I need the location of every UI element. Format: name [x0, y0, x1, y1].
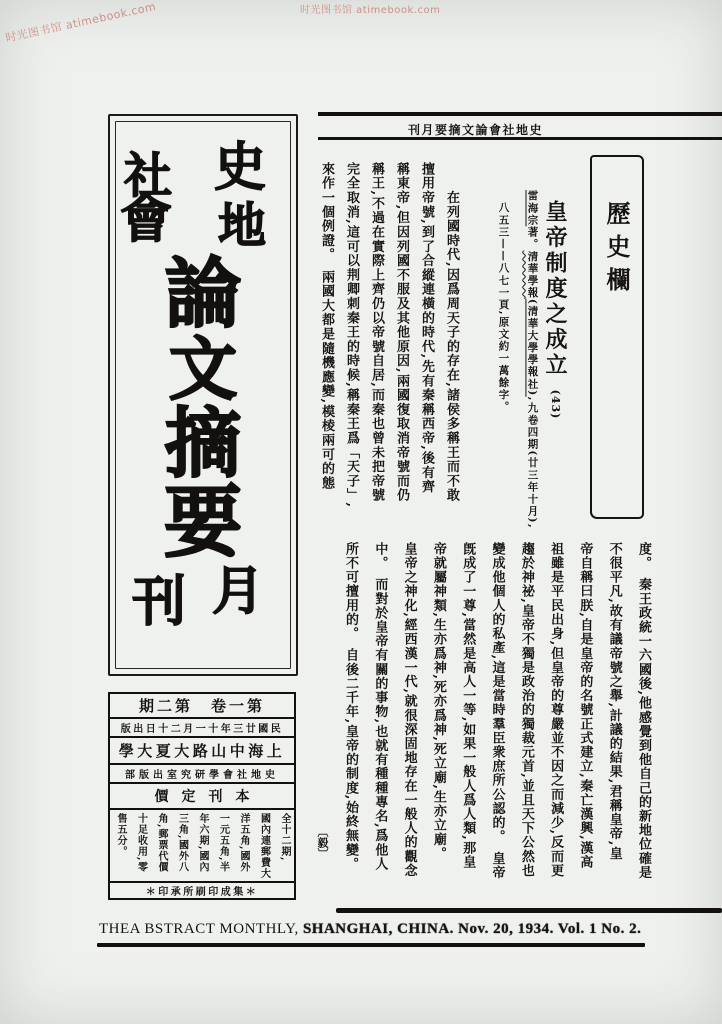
footer-english-line [99, 921, 719, 938]
text-column: 帝就屬神類,生亦爲神,死亦爲神,死立廟,生亦立廟。 [430, 542, 446, 861]
masthead-char-kan: 刊 [132, 569, 186, 633]
masthead-title-block [108, 114, 298, 676]
text-column: 稱東帝,但因列國不服及其他原因,兩國復取消帝號而仍 [394, 162, 409, 503]
text-column: 皇帝之神化,經西漢一代,就很深固地存在一般人的觀念 [401, 542, 417, 878]
text-column: 變成他個人的私產,這是當時羣臣衆庶所公認的。 皇帝 [489, 542, 505, 880]
text-column: 祖雖是平民出身,但皇帝的尊嚴並不因之而減少,反而更 [548, 542, 564, 878]
footer-rule-heavy [336, 908, 722, 913]
citation-author-suffix: 著。 [526, 226, 539, 251]
masthead-char-zhai: 摘 [165, 399, 241, 488]
footer-rule-under [97, 943, 645, 947]
watermark-top: 时光图书馆 atimebook.com [300, 5, 441, 16]
text-column: 來作一個例證。 兩國大都是隨機應變,模棱兩可的態 [319, 162, 334, 491]
section-label: 歷史欄 [602, 201, 631, 300]
text-column: 帝自稱曰朕,自是皇帝的名號正式建立,秦亡漢興,漢高 [577, 542, 593, 870]
masthead-char-hui: 會 [120, 189, 173, 250]
abstract-body-lower [344, 542, 650, 894]
masthead-char-yao: 要 [163, 477, 243, 568]
article-title-text: 皇帝制度之成立 [542, 200, 568, 379]
masthead-char-lun: 論 [165, 249, 241, 338]
text-column: 擅用帝號,到了合縱連橫的時代,先有秦稱西帝,後有齊 [419, 162, 434, 495]
header-rule-top [318, 112, 722, 116]
text-column: 十足收用,零 [135, 813, 147, 873]
text-column: 不很平凡,故有議帝號之舉,計議的結果,君稱皇帝,皇 [606, 542, 622, 861]
masthead-char-wen: 文 [168, 330, 238, 410]
article-index-number: (43) [549, 389, 562, 420]
abstractor-signature: 〔毅〕 [316, 826, 329, 859]
price-columns [114, 813, 289, 883]
imprint-volume-issue: 期二第 卷一第 [110, 694, 294, 719]
imprint-box [108, 692, 296, 900]
masthead-char-shi: 史 [214, 137, 267, 198]
text-column: 角,郵票代價 [156, 813, 167, 873]
text-column: 三角,國外八 [176, 813, 188, 873]
section-box [590, 155, 644, 519]
running-header: 刊月要摘文論會社地史 [408, 123, 544, 137]
text-column: 年六期,國內 [197, 813, 208, 873]
article-title [544, 200, 566, 420]
text-column: 一元五角,半 [217, 813, 229, 873]
text-column: 洋五角,國外 [238, 813, 249, 873]
text-column: 在列國時代,因爲周天子的存在,諸侯多稱王而不敢 [444, 162, 459, 503]
text-column: 稱王,不過在實際上齊仍以帝號自居,而秦也曾未把帝號 [369, 162, 384, 503]
citation-author: 雷海宗 [526, 190, 539, 227]
imprint-department: 部版出室究研學會社地史 [110, 765, 294, 784]
citation-journal: 清華學報 [526, 250, 539, 299]
imprint-price-detail [110, 810, 294, 883]
masthead-char-she: 社 [124, 148, 173, 204]
citation-issue: ,九卷四期(廿三年十月), [526, 396, 539, 530]
imprint-pub-date: 版出日十二月一十年三廿國民 [110, 719, 294, 738]
masthead-char-di: 地 [218, 198, 267, 254]
imprint-printer: ＊印承所刷印成集＊ [145, 887, 259, 898]
footer-english-right: SHANGHAI, CHINA. Nov. 20, 1934. Vol. 1 No. 2. [302, 921, 642, 937]
text-column: 全十二期, [279, 813, 290, 862]
header-rule-bottom [318, 137, 722, 140]
text-column: 完全取消,這可以荆卿刺秦王的時候,稱秦王爲「天子」, [344, 162, 359, 509]
imprint-university: 學大夏大路山中海上 [110, 738, 294, 765]
text-column: 國內連郵費大 [258, 813, 270, 880]
text-column: 所不可擅用的。 自後二千年,皇帝的制度,始終無變。 [343, 542, 358, 872]
citation-publisher: (清華大學學報社) [526, 298, 539, 397]
text-column: 趨於神祕,皇帝不獨是政治的獨裁元首,並且天下公然也 [518, 542, 534, 878]
citation-line-1 [527, 190, 538, 530]
imprint-price-header: 價定刊本 [110, 784, 294, 810]
citation-line-2: 八五三——八七一頁,原文約一萬餘字。 [497, 202, 510, 413]
watermark-tilted: 时光图书馆 atimebook.com [4, 0, 158, 45]
text-column: 售五分。 [115, 813, 126, 858]
masthead-char-yue: 月 [212, 561, 265, 622]
text-column: 中。 而對於皇帝有關的事物,也就有種種專名,爲他人 [372, 542, 388, 872]
footer-english-left: THEA BSTRACT MONTHLY, [99, 921, 303, 937]
text-column: 旣成了一尊,當然是高人一等,如果一般人爲人類,那皇 [460, 542, 476, 870]
text-column: 度。 秦王政統一六國後,他感覺到他自己的新地位確是 [636, 542, 651, 880]
abstract-body-upper [320, 162, 458, 520]
